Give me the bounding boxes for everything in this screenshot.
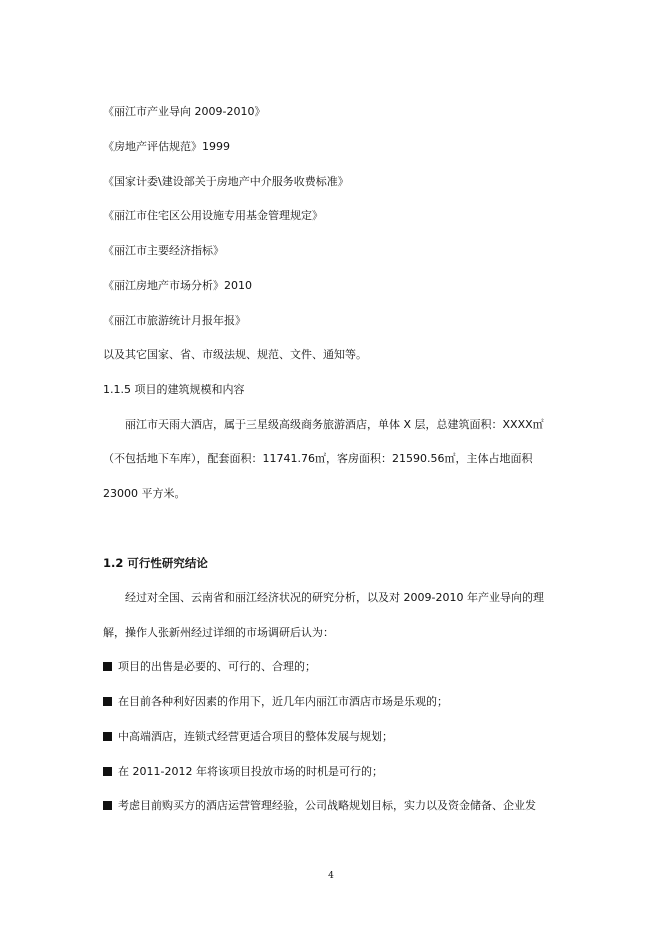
other-regulations-text: 以及其它国家、省、市级法规、规范、文件、通知等。 (103, 348, 367, 361)
bullet-text: 中高端酒店，连锁式经营更适合项目的整体发展与规划； (118, 730, 393, 743)
bullet-item (103, 798, 536, 814)
section-heading-1-2: 1.2 可行性研究结论 (103, 556, 208, 570)
bullet-text: 考虑目前购买方的酒店运营管理经验，公司战略规划目标，实力以及资金储备、企业发 (118, 799, 536, 812)
bullet-text: 在 2011-2012 年将该项目投放市场的时机是可行的； (118, 765, 383, 778)
paragraph-line: （不包括地下车库），配套面积：11741.76㎡，客房面积：21590.56㎡，主体占地面积 (103, 452, 533, 465)
bullet-text: 项目的出售是必要的、可行的、合理的； (118, 660, 316, 673)
square-bullet-icon (103, 697, 112, 706)
reference-item: 《丽江市产业导向 2009-2010》 (103, 105, 266, 118)
reference-item: 《国家计委\建设部关于房地产中介服务收费标准》 (103, 175, 349, 188)
reference-item: 《丽江市住宅区公用设施专用基金管理规定》 (103, 209, 323, 222)
square-bullet-icon (103, 801, 112, 810)
paragraph-line: 解，操作人张新州经过详细的市场调研后认为： (103, 626, 334, 639)
bullet-text: 在目前各种利好因素的作用下，近几年内丽江市酒店市场是乐观的； (118, 695, 448, 708)
paragraph-line: 经过对全国、云南省和丽江经济状况的研究分析，以及对 2009-2010 年产业导向的理 (125, 591, 544, 604)
reference-item: 《丽江市旅游统计月报年报》 (103, 314, 246, 327)
square-bullet-icon (103, 732, 112, 741)
reference-item: 《房地产评估规范》1999 (103, 140, 230, 153)
bullet-item (103, 659, 316, 675)
reference-item: 《丽江房地产市场分析》2010 (103, 279, 252, 292)
square-bullet-icon (103, 662, 112, 671)
reference-item: 《丽江市主要经济指标》 (103, 244, 224, 257)
bullet-item (103, 694, 448, 710)
bullet-item (103, 729, 393, 745)
paragraph-line: 丽江市天雨大酒店，属于三星级高级商务旅游酒店，单体 X 层，总建筑面积：XXXX㎡ (125, 418, 544, 431)
paragraph-line: 23000 平方米。 (103, 487, 186, 500)
page-number: 4 (328, 871, 334, 881)
section-heading-1-1-5: 1.1.5 项目的建筑规模和内容 (103, 383, 245, 396)
square-bullet-icon (103, 767, 112, 776)
bullet-item (103, 764, 383, 780)
